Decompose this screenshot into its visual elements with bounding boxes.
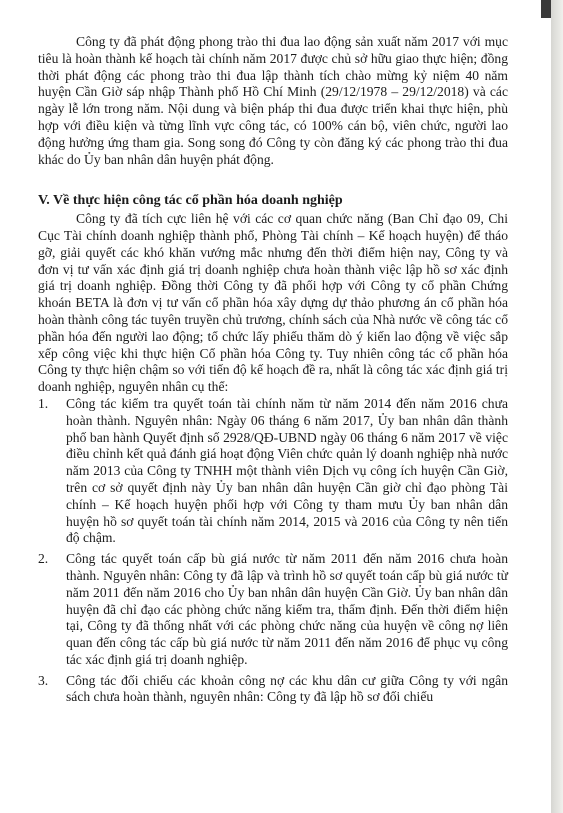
scan-corner-mark (541, 0, 551, 18)
document-body (38, 34, 508, 710)
list-item-text: Công tác quyết toán cấp bù giá nước từ năm 2011 đến năm 2016 chưa hoàn thành. Nguyên nhân: Công ty đã lập và trình hồ sơ quyết toán cấp bù giá nước từ năm 2011 đến năm 2016 cho Ủy ban nhân dân huyện Cần Giờ. Ủy ban nhân dân huyện đã chỉ đạo các phòng chức năng kiểm tra, thẩm định. Đến thời điểm hiện tại, Công ty đã thống nhất với các phòng chức năng của huyện về công nợ liên quan đến công tác cấp bù giá nước từ năm 2011 đến năm 2016 để phục vụ công tác xác định giá trị doanh nghiệp. (66, 551, 508, 667)
section-heading: V. Về thực hiện công tác cổ phần hóa doanh nghiệp (38, 193, 343, 209)
page-gutter (551, 0, 563, 813)
paragraph-equitization: Công ty đã tích cực liên hệ với các cơ quan chức năng (Ban Chỉ đạo 09, Chi Cục Tài chính doanh nghiệp thành phố, Phòng Tài chính – Kế hoạch huyện) để tháo gỡ, giải quyết các khó khăn vướng mắc nhưng đến thời điểm hiện nay, Công ty và đơn vị tư vấn xác định giá trị doanh nghiệp chưa hoàn thành việc lập hồ sơ xác định giá trị doanh nghiệp. Đồng thời Công ty đã phối hợp với Công ty cổ phần Chứng khoán BETA là đơn vị tư vấn cổ phần hóa xây dựng dự thảo phương án cổ phần hóa hoàn thành công tác tuyên truyền chủ trương, chính sách của Nhà nước về công tác cổ phần hóa đến người lao động; tổ chức lấy phiếu thăm dò ý kiến lao động về việc sắp xếp công việc khi thực hiện Cổ phần hóa Công ty. Tuy nhiên công tác cổ phần hóa Công ty thực hiện chậm so với tiến độ kế hoạch đề ra, nhất là công tác xác định giá trị doanh nghiệp, nguyên nhân cụ thể: (38, 211, 508, 395)
list-item-number: 2. (38, 551, 49, 567)
list-item (38, 672, 508, 707)
list-item-number: 3. (38, 672, 49, 688)
list-item (38, 551, 508, 669)
list-item-text: Công tác kiểm tra quyết toán tài chính năm từ năm 2014 đến năm 2016 chưa hoàn thành. Nguyên nhân: Ngày 06 tháng 6 năm 2017, Ủy ban nhân dân thành phố ban hành Quyết định số 2928/QĐ-UBND ngày 06 tháng 6 năm 2017 về việc điều chỉnh kết quả đánh giá hoạt động Viên chức quản lý doanh nghiệp nhà nước năm 2013 của Công ty TNHH một thành viên Dịch vụ công ích huyện Cần Giờ, trên cơ sở quyết định này Ủy ban nhân dân huyện Cần giờ chỉ đạo phòng Tài chính – Kế hoạch huyện phối hợp với Công ty tham mưu Ủy ban nhân dân huyện hồ sơ quyết toán tài chính năm 2014, 2015 và 2016 của Công ty nên tiến độ chậm. (66, 395, 508, 546)
paragraph-emulation-campaign: Công ty đã phát động phong trào thi đua lao động sản xuất năm 2017 với mục tiêu là hoàn thành kế hoạch tài chính năm 2017 được chủ sở hữu giao thực hiện; đồng thời phát động các phong trào thi đua lập thành tích chào mừng kỷ niệm 40 năm huyện Cần Giờ sáp nhập Thành phố Hồ Chí Minh (29/12/1978 – 29/12/2018) và các ngày lễ lớn trong năm. Nội dung và biện pháp thi đua được triển khai thực hiện, phù hợp với điều kiện và từng lĩnh vực công tác, có 100% cán bộ, viên chức, người lao động hưởng ứng tham gia. Song song đó Công ty còn đăng ký các phong trào thi đua khác do Ủy ban nhân dân huyện phát động. (38, 34, 508, 167)
list-item (38, 395, 508, 547)
list-item-text: Công tác đối chiếu các khoản công nợ các khu dân cư giữa Công ty với ngân sách chưa hoàn thành, nguyên nhân: Công ty đã lập hồ sơ đối chiếu (66, 672, 508, 705)
cause-list (38, 396, 508, 706)
list-item-number: 1. (38, 395, 49, 411)
